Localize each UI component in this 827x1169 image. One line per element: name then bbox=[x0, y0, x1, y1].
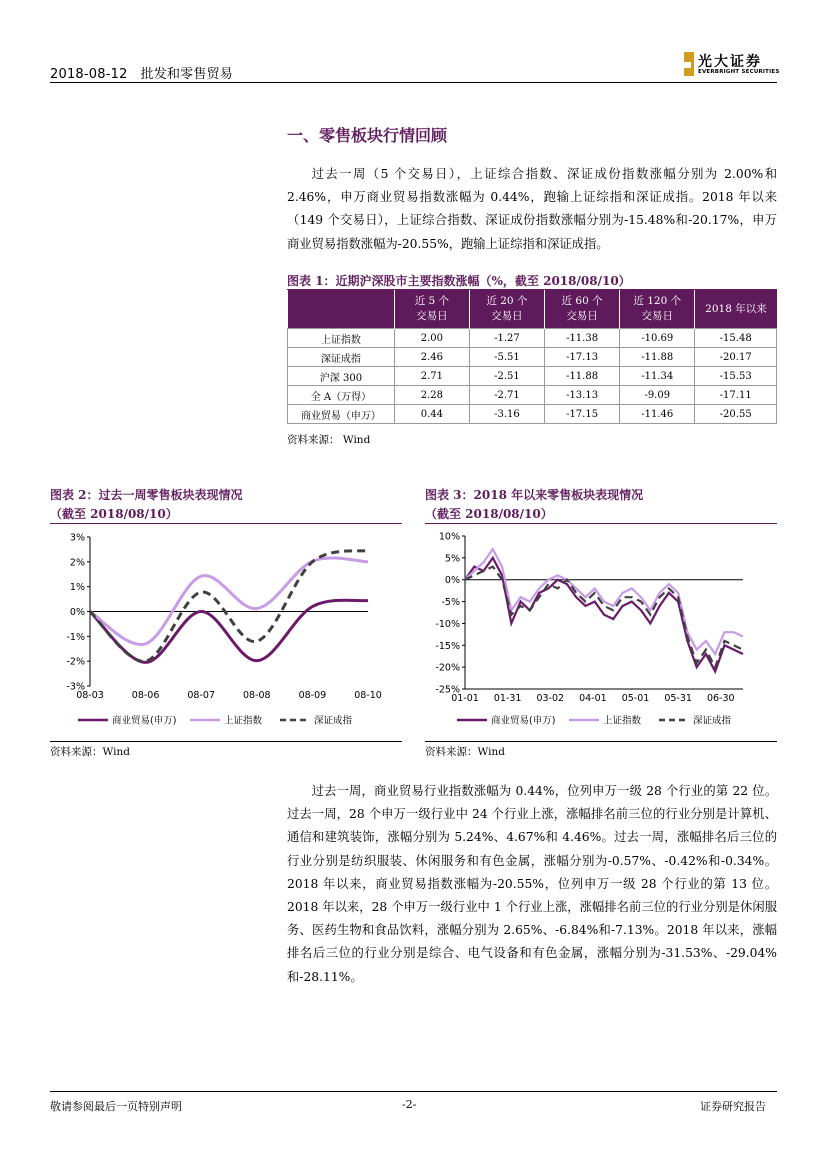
paragraph-1-text: 过去一周（5 个交易日），上证综合指数、深证成份指数涨幅分别为 2.00%和 2.46%，申万商业贸易指数涨幅为 0.44%，跑输上证综指和深证成指。2018 年以来（149 个交易日），上证综合指数、深证成份指数涨幅分别为-15.48%和-20.17%，申万商业贸易指数涨幅为-20.55%，跑输上证综指和深证成指。 bbox=[287, 167, 777, 251]
chart-weekly-performance bbox=[50, 528, 402, 738]
x-tick-label: 08-03 bbox=[76, 690, 104, 701]
table-row-label: 沪深 300 bbox=[288, 367, 395, 386]
header-divider bbox=[50, 82, 777, 83]
y-tick-label: -3% bbox=[66, 681, 85, 693]
y-tick-label: -2% bbox=[66, 656, 85, 668]
legend-label: 深证成指 bbox=[693, 715, 732, 727]
footer-page-number: -2- bbox=[402, 1098, 417, 1111]
fig3-bottom-rule bbox=[425, 741, 777, 742]
y-tick-label: 0% bbox=[444, 575, 460, 587]
table-header-blank bbox=[288, 290, 395, 329]
table-cell: -15.53 bbox=[695, 367, 777, 386]
logo-en-text: EVERBRIGHT SECURITIES bbox=[698, 69, 780, 75]
company-logo bbox=[684, 52, 784, 80]
series-line-2 bbox=[465, 567, 743, 668]
table-cell: 2.28 bbox=[394, 386, 469, 405]
y-tick-label: 2% bbox=[69, 557, 85, 569]
table-row bbox=[288, 329, 777, 348]
x-tick-label: 04-01 bbox=[579, 693, 607, 704]
x-tick-label: 08-09 bbox=[298, 690, 327, 701]
y-tick-label: 5% bbox=[444, 553, 460, 565]
fig3-title-rule bbox=[425, 523, 777, 524]
paragraph-1 bbox=[287, 163, 777, 256]
table-cell: 0.44 bbox=[394, 405, 469, 424]
table-cell: -2.71 bbox=[469, 386, 544, 405]
fig2-bottom-rule bbox=[50, 741, 402, 742]
table-header-cell: 近 5 个 交易日 bbox=[394, 290, 469, 329]
header-sector: 批发和零售贸易 bbox=[140, 67, 233, 82]
table-row-label: 全 A（万得） bbox=[288, 386, 395, 405]
series-line-0 bbox=[90, 600, 368, 662]
x-tick-label: 08-06 bbox=[131, 690, 160, 701]
table-row-label: 上证指数 bbox=[288, 329, 395, 348]
y-tick-label: -10% bbox=[435, 618, 460, 630]
chart-ytd-performance bbox=[425, 528, 777, 738]
y-tick-label: 1% bbox=[69, 582, 85, 594]
series-line-2 bbox=[90, 550, 368, 661]
y-tick-label: -5% bbox=[441, 597, 460, 609]
table-row bbox=[288, 405, 777, 424]
y-tick-label: 0% bbox=[69, 607, 85, 618]
x-tick-label: 01-31 bbox=[493, 693, 522, 704]
table1-source: 资料来源： Wind bbox=[287, 434, 371, 446]
legend-label: 上证指数 bbox=[224, 715, 263, 727]
fig3-title: 图表 3：2018 年以来零售板块表现情况 bbox=[425, 488, 644, 502]
footer-report-type: 证券研究报告 bbox=[700, 1100, 766, 1113]
table-header-cell: 2018 年以来 bbox=[695, 290, 777, 329]
y-tick-label: -1% bbox=[66, 631, 85, 643]
fig2-source: 资料来源：Wind bbox=[50, 746, 130, 758]
table-cell: -2.51 bbox=[469, 367, 544, 386]
y-tick-label: -25% bbox=[435, 684, 460, 696]
table-header-cell: 近 120 个 交易日 bbox=[620, 290, 695, 329]
table-cell: 2.00 bbox=[394, 329, 469, 348]
table-cell: -13.13 bbox=[544, 386, 619, 405]
legend-label: 上证指数 bbox=[603, 715, 642, 727]
x-tick-label: 05-31 bbox=[664, 693, 692, 704]
table-cell: -17.13 bbox=[544, 348, 619, 367]
table-cell: -11.46 bbox=[620, 405, 695, 424]
footer-divider bbox=[50, 1091, 777, 1092]
table-row bbox=[288, 348, 777, 367]
x-tick-label: 01-01 bbox=[451, 693, 479, 704]
table-cell: -11.88 bbox=[544, 367, 619, 386]
paragraph-2 bbox=[287, 780, 777, 989]
table-cell: -11.88 bbox=[620, 348, 695, 367]
y-tick-label: 10% bbox=[438, 531, 460, 543]
x-tick-label: 08-08 bbox=[242, 690, 271, 701]
legend-label: 商业贸易(申万) bbox=[491, 715, 556, 727]
table-cell: 2.71 bbox=[394, 367, 469, 386]
table-cell: -20.55 bbox=[695, 405, 777, 424]
table-cell: -17.11 bbox=[695, 386, 777, 405]
table1-title: 图表 1：近期沪深股市主要指数涨幅（%，截至 2018/08/10） bbox=[287, 274, 631, 288]
x-tick-label: 05-01 bbox=[621, 693, 650, 704]
table-cell: 2.46 bbox=[394, 348, 469, 367]
fig2-subtitle: （截至 2018/08/10） bbox=[50, 507, 178, 521]
plot-area bbox=[465, 536, 743, 689]
legend-label: 商业贸易(申万) bbox=[112, 715, 177, 727]
footer-disclaimer: 敬请参阅最后一页特别声明 bbox=[50, 1100, 182, 1113]
table-row-label: 商业贸易（申万） bbox=[288, 405, 395, 424]
header-date-sector bbox=[50, 63, 233, 82]
table-cell: -10.69 bbox=[620, 329, 695, 348]
y-tick-label: -15% bbox=[435, 640, 460, 652]
x-tick-label: 08-07 bbox=[187, 690, 216, 701]
x-tick-label: 03-02 bbox=[536, 693, 565, 704]
index-performance-table bbox=[287, 290, 777, 424]
fig2-title-rule bbox=[50, 523, 402, 524]
fig2-title: 图表 2：过去一周零售板块表现情况 bbox=[50, 488, 243, 502]
logo-cn-text: 光大证券 bbox=[698, 54, 762, 70]
paragraph-2-text: 过去一周，商业贸易行业指数涨幅为 0.44%，位列申万一级 28 个行业的第 22 位。过去一周，28 个申万一级行业中 24 个行业上涨，涨幅排名前三位的行业分别是计算机、通信和建筑装饰，涨幅分别为 5.24%、4.67%和 4.46%。过去一周，涨幅排名后三位的行业分别是纺织服装、休闲服务和有色金属，涨幅分别为-0.57%、-0.42%和-0.34%。2018 年以来，商业贸易指数涨幅为-20.55%，位列申万一级 28 个行业的第 13 位。2018 年以来，28 个申万一级行业中 1 个行业上涨，涨幅排名前三位的行业分别是休闲服务、医药生物和食品饮料，涨幅分别为 2.65%、-6.84%和-7.13%。2018 年以来，涨幅排名后三位的行业分别是综合、电气设备和有色金属，涨幅分别为-31.53%、-29.04%和-28.11%。 bbox=[287, 784, 777, 984]
table-cell: -3.16 bbox=[469, 405, 544, 424]
header-date: 2018-08-12 bbox=[50, 67, 128, 82]
table-cell: -20.17 bbox=[695, 348, 777, 367]
table-cell: -11.34 bbox=[620, 367, 695, 386]
x-tick-label: 08-10 bbox=[354, 690, 382, 701]
table-row-label: 深证成指 bbox=[288, 348, 395, 367]
section-title: 一、零售板块行情回顾 bbox=[287, 126, 448, 145]
table-header-cell: 近 20 个 交易日 bbox=[469, 290, 544, 329]
table-cell: -5.51 bbox=[469, 348, 544, 367]
table-cell: -1.27 bbox=[469, 329, 544, 348]
table-cell: -15.48 bbox=[695, 329, 777, 348]
table-header-cell: 近 60 个 交易日 bbox=[544, 290, 619, 329]
table-row bbox=[288, 386, 777, 405]
table-cell: -11.38 bbox=[544, 329, 619, 348]
table-cell: -17.15 bbox=[544, 405, 619, 424]
table-row bbox=[288, 367, 777, 386]
fig3-source: 资料来源：Wind bbox=[425, 746, 505, 758]
table-cell: -9.09 bbox=[620, 386, 695, 405]
y-tick-label: 3% bbox=[69, 532, 85, 544]
x-tick-label: 06-30 bbox=[706, 693, 735, 704]
y-tick-label: -20% bbox=[435, 662, 460, 674]
fig3-subtitle: （截至 2018/08/10） bbox=[425, 507, 553, 521]
legend-label: 深证成指 bbox=[314, 715, 353, 727]
